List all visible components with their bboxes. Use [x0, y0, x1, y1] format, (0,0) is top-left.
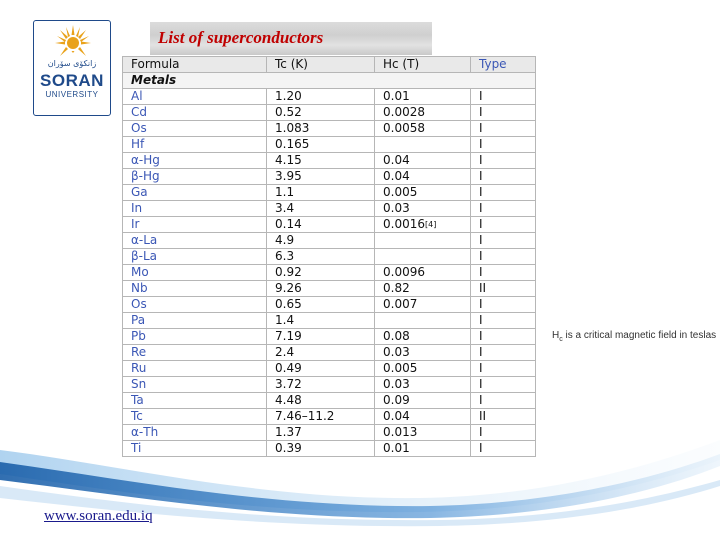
type-cell: [471, 329, 536, 345]
tc-cell: [267, 265, 375, 281]
type-cell: [471, 169, 536, 185]
hc-cell: [375, 377, 471, 393]
type-cell-text: I: [479, 185, 483, 199]
hc-cell: [375, 201, 471, 217]
hc-cell: [375, 249, 471, 265]
type-cell-text: I: [479, 201, 483, 215]
header-tc: Tc (K): [267, 57, 375, 73]
soran-university-logo: [33, 20, 111, 116]
type-cell-text: I: [479, 233, 483, 247]
header-hc: Hc (T): [375, 57, 471, 73]
formula-cell-text: β-La: [131, 249, 158, 263]
tc-cell: [267, 233, 375, 249]
table-row: [123, 297, 536, 313]
type-cell-text: I: [479, 169, 483, 183]
type-cell-text: I: [479, 89, 483, 103]
header-type: Type: [471, 57, 536, 73]
formula-cell-text: Ta: [131, 393, 144, 407]
tc-cell-text: 1.4: [275, 313, 295, 327]
hc-cell-text: 0.0028: [383, 105, 425, 119]
type-cell-text: I: [479, 377, 483, 391]
tc-cell-text: 0.65: [275, 297, 302, 311]
tc-cell-text: 4.15: [275, 153, 302, 167]
title-banner: [150, 22, 432, 55]
hc-cell-text: 0.007: [383, 297, 418, 311]
type-cell-text: I: [479, 137, 483, 151]
table-row: [123, 361, 536, 377]
type-cell: [471, 297, 536, 313]
formula-cell-text: α-Hg: [131, 153, 160, 167]
hc-cell: [375, 105, 471, 121]
logo-subtitle: UNIVERSITY: [45, 90, 99, 99]
type-cell-text: I: [479, 217, 483, 231]
hc-cell: [375, 217, 471, 233]
tc-cell-text: 1.083: [275, 121, 310, 135]
hc-cell: [375, 361, 471, 377]
tc-cell-text: 7.19: [275, 329, 302, 343]
hc-cell-text: 0.0096: [383, 265, 425, 279]
type-cell-text: I: [479, 425, 483, 439]
hc-cell: [375, 393, 471, 409]
tc-cell-text: 3.4: [275, 201, 295, 215]
formula-cell-text: Tc: [131, 409, 143, 423]
hc-cell-text: 0.005: [383, 185, 418, 199]
type-cell: [471, 201, 536, 217]
reference-marker[interactable]: [4]: [425, 220, 437, 229]
formula-cell-text: Mo: [131, 265, 149, 279]
formula-cell-text: Pa: [131, 313, 146, 327]
type-cell: [471, 217, 536, 233]
type-cell: [471, 377, 536, 393]
type-cell-text: I: [479, 441, 483, 455]
hc-cell-text: 0.04: [383, 169, 410, 183]
formula-cell: [123, 169, 267, 185]
table-row: [123, 121, 536, 137]
hc-cell-text: 0.04: [383, 153, 410, 167]
formula-cell-text: Os: [131, 121, 147, 135]
table-row: [123, 313, 536, 329]
tc-cell: [267, 169, 375, 185]
formula-cell: [123, 281, 267, 297]
hc-cell-text: 0.82: [383, 281, 410, 295]
formula-cell-text: Ga: [131, 185, 148, 199]
table-row: [123, 377, 536, 393]
tc-cell: [267, 313, 375, 329]
type-cell-text: I: [479, 313, 483, 327]
type-cell: [471, 345, 536, 361]
table-header-row: [123, 57, 536, 73]
table-row: [123, 169, 536, 185]
type-cell-text: II: [479, 281, 487, 295]
tc-cell-text: 1.20: [275, 89, 302, 103]
tc-cell-text: 0.92: [275, 265, 302, 279]
table-row: [123, 233, 536, 249]
tc-cell: [267, 393, 375, 409]
tc-cell: [267, 185, 375, 201]
tc-cell-text: 0.14: [275, 217, 302, 231]
type-cell-text: I: [479, 105, 483, 119]
tc-cell-text: 4.9: [275, 233, 295, 247]
critical-field-note: [552, 330, 717, 346]
type-cell-text: I: [479, 153, 483, 167]
table-row: [123, 345, 536, 361]
hc-cell: [375, 121, 471, 137]
tc-cell: [267, 377, 375, 393]
tc-cell: [267, 137, 375, 153]
table-row: [123, 185, 536, 201]
type-cell-text: I: [479, 393, 483, 407]
table-row: [123, 137, 536, 153]
hc-cell: [375, 281, 471, 297]
slide-title: List of superconductors: [158, 28, 324, 47]
tc-cell: [267, 121, 375, 137]
table-row: [123, 265, 536, 281]
table-row: [123, 105, 536, 121]
formula-cell-text: Os: [131, 297, 147, 311]
formula-cell: [123, 105, 267, 121]
tc-cell: [267, 281, 375, 297]
type-cell: [471, 265, 536, 281]
type-cell-text: I: [479, 265, 483, 279]
formula-cell-text: Al: [131, 89, 143, 103]
type-cell: [471, 185, 536, 201]
formula-cell-text: β-Hg: [131, 169, 160, 183]
note-subscript: c: [559, 336, 563, 343]
type-cell-text: I: [479, 345, 483, 359]
tc-cell-text: 9.26: [275, 281, 302, 295]
formula-cell-text: Hf: [131, 137, 145, 151]
table-row: [123, 89, 536, 105]
type-cell-text: II: [479, 409, 487, 423]
formula-cell: [123, 393, 267, 409]
formula-cell: [123, 137, 267, 153]
hc-cell: [375, 153, 471, 169]
tc-cell-text: 0.49: [275, 361, 302, 375]
tc-cell-text: 3.95: [275, 169, 302, 183]
formula-cell-text: Re: [131, 345, 147, 359]
table-row: [123, 217, 536, 233]
table-row: [123, 393, 536, 409]
tc-cell: [267, 329, 375, 345]
formula-cell: [123, 377, 267, 393]
formula-cell-text: Nb: [131, 281, 148, 295]
formula-cell: [123, 265, 267, 281]
hc-cell-text: 0.01: [383, 89, 410, 103]
tc-cell: [267, 297, 375, 313]
hc-cell: [375, 169, 471, 185]
tc-cell: [267, 105, 375, 121]
type-cell-text: I: [479, 249, 483, 263]
type-cell: [471, 89, 536, 105]
website-link[interactable]: www.soran.edu.iq: [44, 508, 153, 524]
formula-cell-text: Cd: [131, 105, 147, 119]
formula-cell: [123, 329, 267, 345]
formula-cell-text: Pb: [131, 329, 146, 343]
hc-cell-text: 0.013: [383, 425, 418, 439]
type-cell: [471, 105, 536, 121]
tc-cell: [267, 249, 375, 265]
type-cell: [471, 249, 536, 265]
formula-cell: [123, 217, 267, 233]
type-cell-text: I: [479, 329, 483, 343]
tc-cell: [267, 153, 375, 169]
hc-cell-text: 0.01: [383, 441, 410, 455]
tc-cell-text: 7.46–11.2: [275, 409, 335, 423]
formula-cell-text: α-Th: [131, 425, 159, 439]
formula-cell: [123, 153, 267, 169]
type-cell: [471, 233, 536, 249]
formula-cell: [123, 233, 267, 249]
formula-cell: [123, 185, 267, 201]
sun-icon: [34, 21, 112, 61]
tc-cell-text: 0.52: [275, 105, 302, 119]
hc-cell-text: 0.0058: [383, 121, 425, 135]
type-cell-text: I: [479, 121, 483, 135]
type-cell: [471, 281, 536, 297]
type-cell: [471, 361, 536, 377]
formula-cell-text: Ir: [131, 217, 140, 231]
formula-cell-text: Ru: [131, 361, 147, 375]
tc-cell: [267, 345, 375, 361]
hc-cell-text: 0.09: [383, 393, 410, 407]
formula-cell-text: In: [131, 201, 143, 215]
formula-cell-text: α-La: [131, 233, 158, 247]
hc-cell: [375, 297, 471, 313]
table-row: [123, 201, 536, 217]
formula-cell: [123, 249, 267, 265]
hc-cell: [375, 89, 471, 105]
formula-cell: [123, 121, 267, 137]
hc-cell-text: 0.0016: [383, 217, 425, 231]
tc-cell-text: 3.72: [275, 377, 302, 391]
type-cell: [471, 137, 536, 153]
hc-cell: [375, 265, 471, 281]
tc-cell-text: 2.4: [275, 345, 295, 359]
table-row: [123, 153, 536, 169]
category-label: Metals: [123, 73, 536, 89]
header-formula: Formula: [123, 57, 267, 73]
logo-arabic-text: زانکۆی سۆران: [47, 59, 97, 68]
hc-cell-text: 0.04: [383, 409, 410, 423]
formula-cell-text: Sn: [131, 377, 147, 391]
formula-cell: [123, 89, 267, 105]
type-cell: [471, 313, 536, 329]
type-cell: [471, 393, 536, 409]
formula-cell: [123, 345, 267, 361]
hc-cell: [375, 329, 471, 345]
tc-cell: [267, 201, 375, 217]
note-symbol: H: [552, 330, 560, 341]
type-cell-text: I: [479, 361, 483, 375]
superconductor-table: [122, 56, 536, 457]
formula-cell: [123, 361, 267, 377]
hc-cell-text: 0.08: [383, 329, 410, 343]
hc-cell: [375, 313, 471, 329]
formula-cell: [123, 313, 267, 329]
tc-cell-text: 1.37: [275, 425, 302, 439]
tc-cell: [267, 361, 375, 377]
note-text: is a critical magnetic field in teslas: [562, 330, 717, 341]
table-row: [123, 281, 536, 297]
formula-cell: [123, 201, 267, 217]
hc-cell-text: 0.03: [383, 377, 410, 391]
formula-cell-text: Ti: [131, 441, 142, 455]
tc-cell-text: 0.39: [275, 441, 302, 455]
hc-cell-text: 0.005: [383, 361, 418, 375]
hc-cell: [375, 345, 471, 361]
tc-cell: [267, 89, 375, 105]
tc-cell-text: 6.3: [275, 249, 295, 263]
tc-cell: [267, 217, 375, 233]
hc-cell: [375, 185, 471, 201]
hc-cell: [375, 233, 471, 249]
type-cell: [471, 153, 536, 169]
tc-cell-text: 4.48: [275, 393, 302, 407]
hc-cell: [375, 137, 471, 153]
tc-cell-text: 0.165: [275, 137, 310, 151]
hc-cell-text: 0.03: [383, 201, 410, 215]
category-row: [123, 73, 536, 89]
type-cell: [471, 121, 536, 137]
hc-cell-text: 0.03: [383, 345, 410, 359]
tc-cell-text: 1.1: [275, 185, 295, 199]
type-cell-text: I: [479, 297, 483, 311]
table-row: [123, 249, 536, 265]
formula-cell: [123, 297, 267, 313]
logo-name: SORAN: [40, 71, 104, 90]
table-row: [123, 329, 536, 345]
